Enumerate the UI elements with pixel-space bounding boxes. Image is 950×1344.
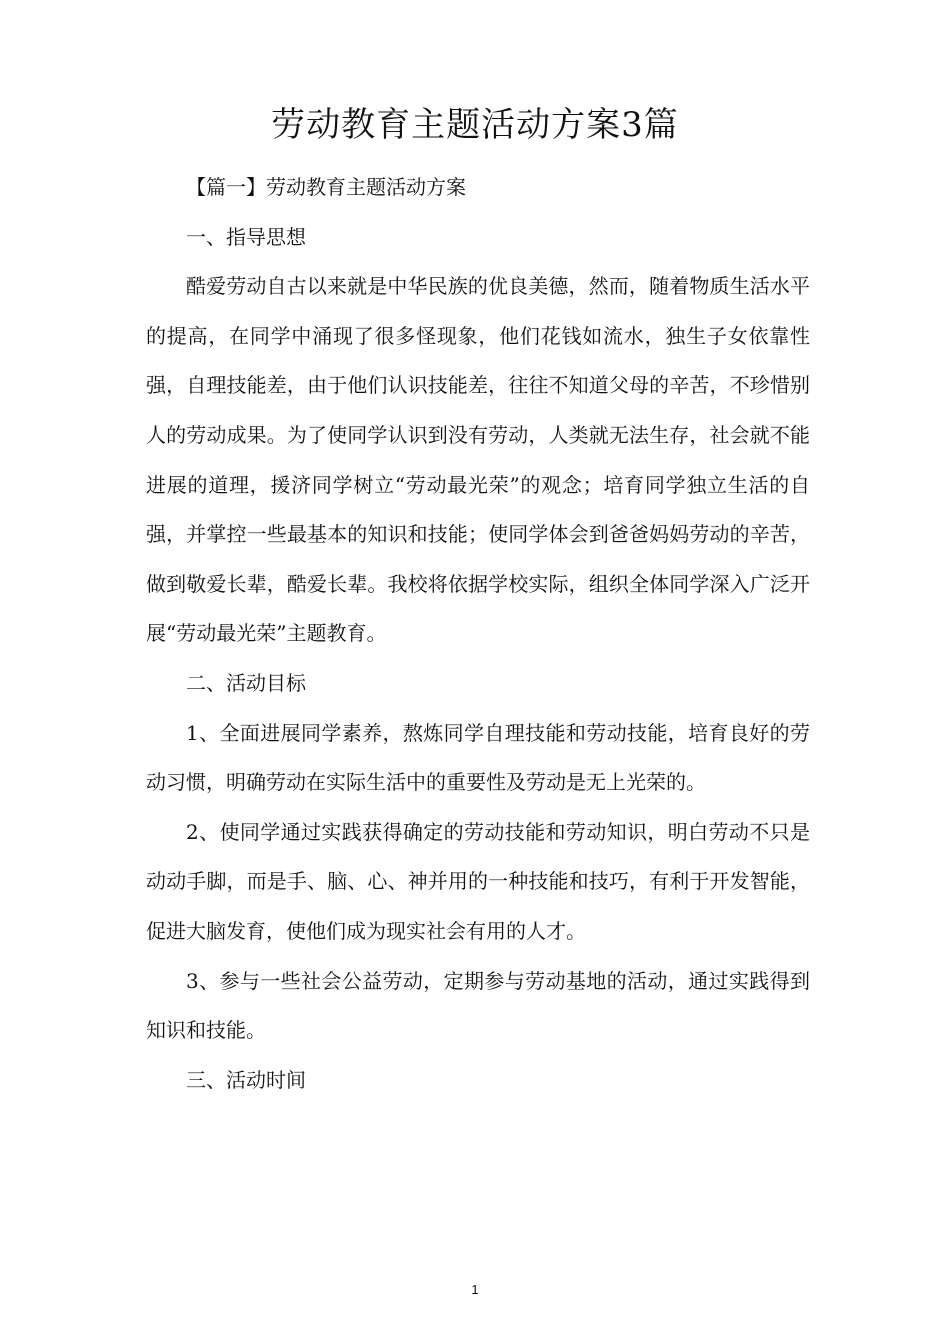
section-heading-guiding-ideology: 一、指导思想 [186,224,306,249]
section-heading-part-one: 【篇一】劳动教育主题活动方案 [186,175,466,199]
paragraph-guiding-ideology: 酷爱劳动自古以来就是中华民族的优良美德，然而，随着物质生活水平的提高，在同学中涌现了很多怪现象，他们花钱如流水，独生子女依靠性强，自理技能差，由于他们认识技能差，往往不知道父母的辛苦，不珍惜别人的劳动成果。为了使同学认识到没有劳动，人类就无法生存，社会就不能进展的道理，援济同学树立“劳动最光荣”的观念；培育同学独立生活的自强，并掌控一些最基本的知识和技能；使同学体会到爸爸妈妈劳动的辛苦，做到敬爱长辈，酷爱长辈。我校将依据学校实际，组织全体同学深入广泛开展“劳动最光荣”主题教育。 [146,274,810,646]
paragraph-goal-2: 2、使同学通过实践获得确定的劳动技能和劳动知识，明白劳动不只是动动手脚，而是手、脑、心、神并用的一种技能和技巧，有利于开发智能，促进大脑发育，使他们成为现实社会有用的人才。 [146,819,810,943]
section-heading-activity-goals: 二、活动目标 [186,670,306,695]
paragraph-goal-1: 1、全面进展同学素养，熬炼同学自理技能和劳动技能，培育良好的劳动习惯，明确劳动在实际生活中的重要性及劳动是无上光荣的。 [146,720,810,795]
page-number: 1 [471,1282,479,1297]
document-body [146,163,810,1105]
section-heading-activity-time: 三、活动时间 [186,1067,306,1092]
paragraph-goal-3: 3、参与一些社会公益劳动，定期参与劳动基地的活动，通过实践得到知识和技能。 [146,968,810,1043]
document-title: 劳动教育主题活动方案3篇 [271,105,679,145]
